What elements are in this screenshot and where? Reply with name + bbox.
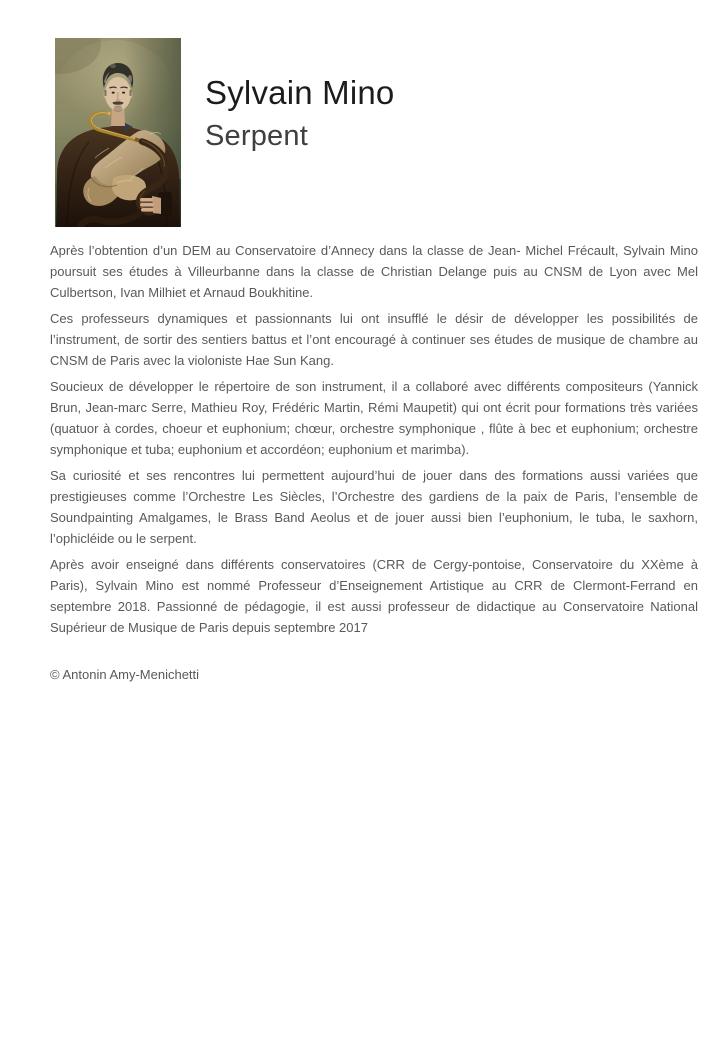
bio-paragraph-5: Après avoir enseigné dans différents conservatoires (CRR de Cergy-pontoise, Conservatoire du XXème à Paris), Sylvain Mino est nommé Professeur d’Enseignement Artistique au CRR de Clermont-Ferrand en septembre 2018. Passionné de pédagogie, il est aussi professeur de didactique au Conservatoire National Supérieur de Musique de Paris depuis septembre 2017 [50,557,698,635]
bio-paragraph-1: Après l’obtention d’un DEM au Conservatoire d’Annecy dans la classe de Jean- Michel Frécault, Sylvain Mino poursuit ses études à Villeurbanne dans la classe de Christian Delange puis au CNSM de Lyon avec Mel Culbertson, Ivan Milhiet et Arnaud Boukhitine. [50,243,698,300]
page-subtitle: Serpent [205,120,308,153]
bio-paragraph-2: Ces professeurs dynamiques et passionnants lui ont insufflé le désir de développer les possibilités de l’instrument, de sortir des sentiers battus et l’ont encouragé à continuer ses études de musique de chambre au CNSM de Paris avec la violoniste Hae Sun Kang. [50,311,698,368]
portrait-photo-image [55,38,181,227]
header [55,38,394,227]
title-block [205,38,394,155]
biography-text [50,240,698,643]
photo-credit: © Antonin Amy-Menichetti [50,667,200,682]
portrait-photo [55,38,181,227]
bio-paragraph-4: Sa curiosité et ses rencontres lui permettent aujourd’hui de jouer dans des formations aussi variées que prestigieuses comme l’Orchestre Les Siècles, l’Orchestre des gardiens de la paix de Paris, l’ensemble de Soundpainting Amalgames, le Brass Band Aeolus et de jouer aussi bien l’euphonium, le tuba, le saxhorn, l’ophicléide ou le serpent. [50,468,698,546]
bio-paragraph-3: Soucieux de développer le répertoire de son instrument, il a collaboré avec différents compositeurs (Yannick Brun, Jean-marc Serre, Mathieu Roy, Frédéric Martin, Rémi Maupetit) qui ont écrit pour formations très variées (quatuor à cordes, choeur et euphonium; chœur, orchestre symphonique , flûte à bec et euphonium; orchestre symphonique et tuba; euphonium et accordéon; euphonium et marimba). [50,379,698,457]
page-title: Sylvain Mino [205,74,395,111]
